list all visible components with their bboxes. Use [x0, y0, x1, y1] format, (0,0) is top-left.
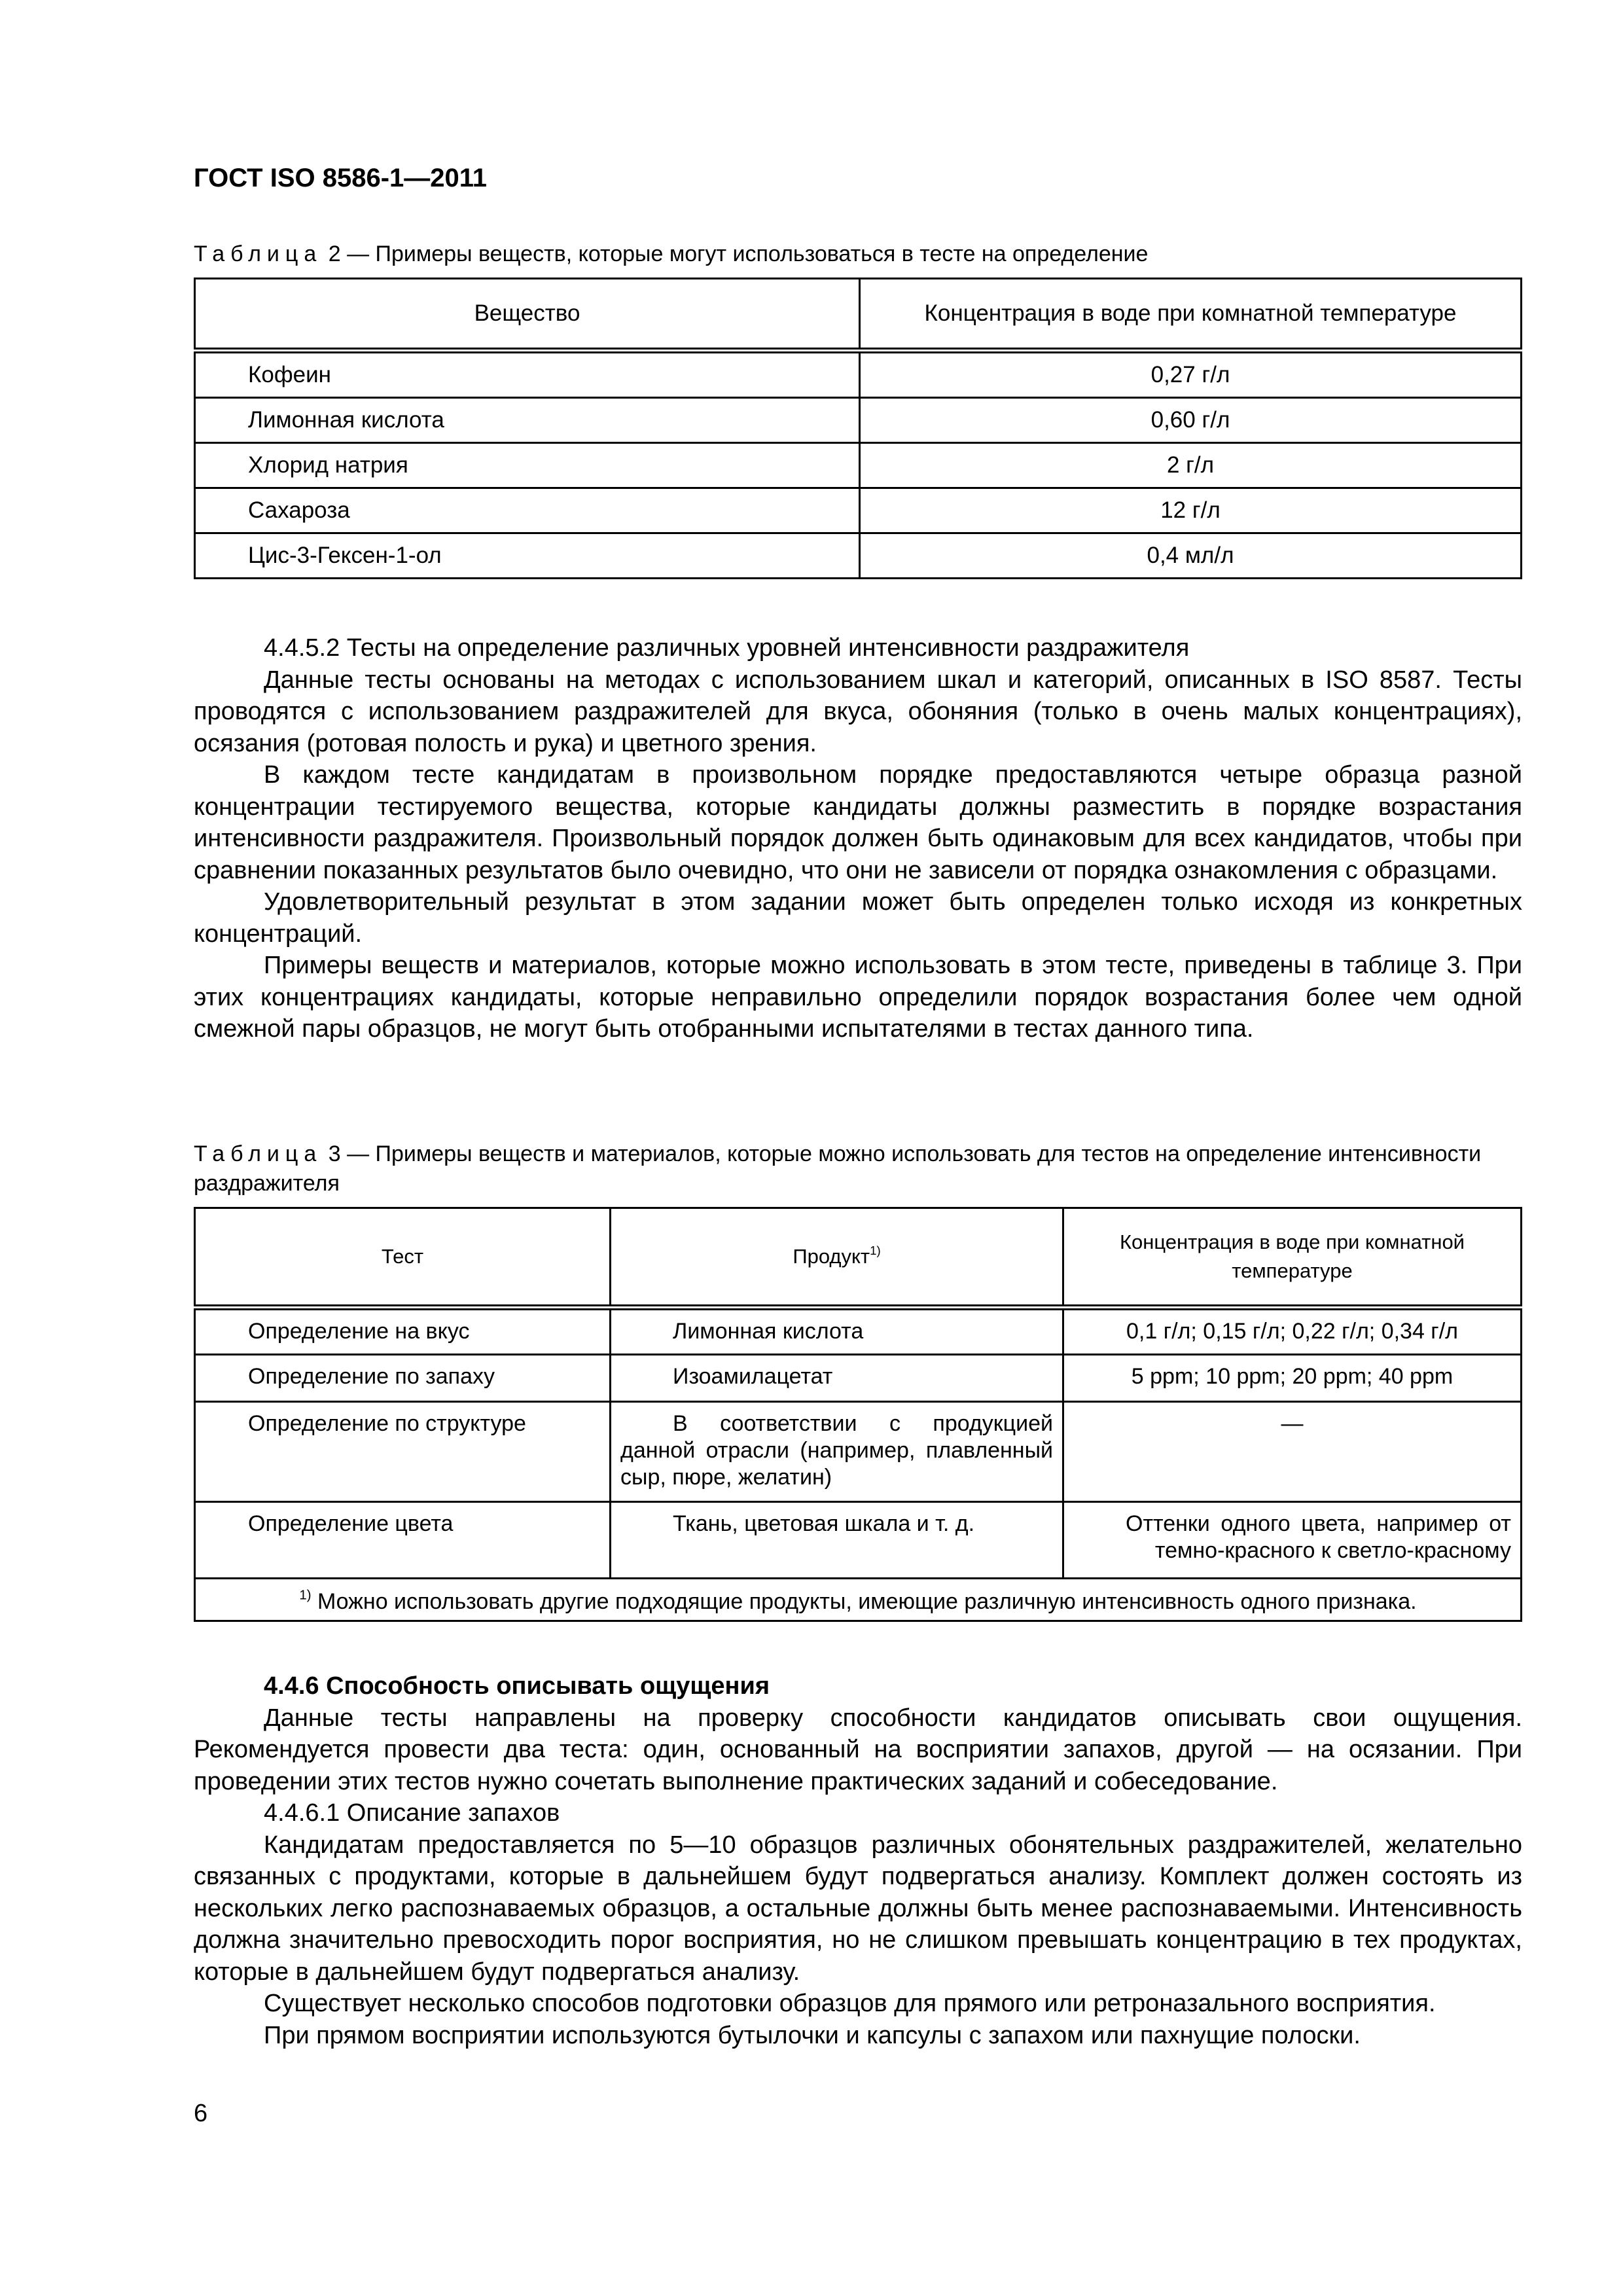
test-cell: Определение цвета [195, 1502, 611, 1579]
paragraph: В каждом тесте кандидатам в произвольном порядке предоставляются четыре образца разной концентрации тестируемого вещества, которые кандидаты должны разместить в порядке возрастания интенсивности раздражителя. Произвольный порядок должен быть одинаковым для всех кандидатов, чтобы при сравнении показанных результатов было очевидно, что они не зависели от порядка ознакомления с образцами. [194, 761, 1522, 884]
product-cell: Ткань, цветовая шкала и т. д. [611, 1502, 1063, 1579]
footnote-text: Можно использовать другие подходящие продукты, имеющие различную интенсивность одного признака. [317, 1589, 1417, 1614]
concentration-cell: 5 ppm; 10 ppm; 20 ppm; 40 ppm [1063, 1355, 1522, 1402]
paragraph: Удовлетворительный результат в этом задании может быть определен только исходя из конкретных концентраций. [194, 888, 1522, 948]
concentration-cell: Оттенки одного цвета, например от темно-красного к светло-красному [1063, 1502, 1522, 1579]
concentration-cell: 12 г/л [860, 488, 1522, 533]
table-footnote-row [195, 1579, 1522, 1621]
test-cell: Определение по запаху [195, 1355, 611, 1402]
table-row [195, 1355, 1522, 1402]
paragraph: Кандидатам предоставляется по 5—10 образцов различных обонятельных раздражителей, желательно связанных с продуктами, которые в дальнейшем будут подвергаться анализу. Комплект должен состоять из нескольких легко распознаваемых образцов, а остальные должны быть менее распознаваемыми. Интенсивность должна значительно превосходить порог восприятия, но не слишком превышать концентрацию в тех продуктах, которые в дальнейшем будут подвергаться анализу. [194, 1831, 1522, 1986]
substance-cell: Цис-3-Гексен-1-ол [195, 533, 860, 579]
product-cell: Лимонная кислота [611, 1308, 1063, 1355]
table-row [195, 398, 1522, 443]
subsection-heading: 4.4.6.1 Описание запахов [264, 1799, 560, 1827]
column-header-concentration: Концентрация в воде при комнатной температуре [860, 279, 1522, 351]
paragraph: Примеры веществ и материалов, которые можно использовать в этом тесте, приведены в таблице 3. При этих концентрациях кандидаты, которые неправильно определили порядок возрастания более чем одной смежной пары образцов, не могут быть отобранными испытателями в тестах данного типа. [194, 952, 1522, 1043]
table-header-row [195, 279, 1522, 351]
substance-cell: Кофеин [195, 351, 860, 398]
footnote-mark: 1) [299, 1588, 312, 1603]
section-heading: 4.4.5.2 Тесты на определение различных уровней интенсивности раздражителя [264, 634, 1190, 662]
paragraph: При прямом восприятии используются бутылочки и капсулы с запахом или пахнущие полоски. [264, 2021, 1361, 2049]
caption-text: 2 — Примеры веществ, которые могут использоваться в тесте на определение [322, 242, 1149, 266]
table-row [195, 533, 1522, 579]
concentration-cell: — [1063, 1402, 1522, 1502]
table3-caption [194, 1139, 1522, 1198]
caption-label: Таблица [194, 242, 323, 266]
table-row [195, 1402, 1522, 1502]
caption-text: 3 — Примеры веществ и материалов, которые можно использовать для тестов на определение интенсивности раздражителя [194, 1141, 1482, 1196]
table3 [194, 1207, 1522, 1622]
table-row [195, 1502, 1522, 1579]
substance-cell: Сахароза [195, 488, 860, 533]
table-header-row [195, 1208, 1522, 1308]
table2-caption [194, 240, 1522, 269]
test-cell: Определение по структуре [195, 1402, 611, 1502]
column-header-substance: Вещество [195, 279, 860, 351]
product-cell: Изоамилацетат [611, 1355, 1063, 1402]
product-cell: В соответствии с продукцией данной отрасли (например, плавленный сыр, пюре, желатин) [611, 1402, 1063, 1502]
concentration-cell: 0,60 г/л [860, 398, 1522, 443]
document-title: ГОСТ ISO 8586-1—2011 [194, 164, 488, 192]
paragraph: Данные тесты направлены на проверку способности кандидатов описывать свои ощущения. Рекомендуется провести два теста: один, основанный на восприятии запахов, другой — на осязании. При проведении этих тестов нужно сочетать выполнение практических заданий и собеседование. [194, 1704, 1522, 1795]
table-row [195, 1308, 1522, 1355]
table2 [194, 278, 1522, 579]
table-row [195, 443, 1522, 488]
page-number: 6 [194, 2100, 208, 2127]
section-4-4-5-2 [194, 632, 1522, 1045]
concentration-cell: 0,1 г/л; 0,15 г/л; 0,22 г/л; 0,34 г/л [1063, 1308, 1522, 1355]
test-cell: Определение на вкус [195, 1308, 611, 1355]
column-header-test: Тест [195, 1208, 611, 1308]
caption-label: Таблица [194, 1141, 323, 1166]
table-footnote [195, 1579, 1522, 1621]
table-row [195, 351, 1522, 398]
concentration-cell: 0,27 г/л [860, 351, 1522, 398]
column-header-concentration: Концентрация в воде при комнатной температуре [1063, 1208, 1522, 1308]
column-header-product [611, 1208, 1063, 1308]
paragraph: Существует несколько способов подготовки образцов для прямого или ретроназального восприятия. [264, 1990, 1436, 2017]
table-row [195, 488, 1522, 533]
section-heading: 4.4.6 Способность описывать ощущения [264, 1672, 770, 1700]
concentration-cell: 0,4 мл/л [860, 533, 1522, 579]
section-4-4-6 [194, 1670, 1522, 2051]
paragraph: Данные тесты основаны на методах с использованием шкал и категорий, описанных в ISO 8587. Тесты проводятся с использованием раздражителей для вкуса, обоняния (только в очень малых концентрациях), осязания (ротовая полость и рука) и цветного зрения. [194, 666, 1522, 757]
substance-cell: Хлорид натрия [195, 443, 860, 488]
product-header-label: Продукт [793, 1245, 870, 1268]
substance-cell: Лимонная кислота [195, 398, 860, 443]
concentration-cell: 2 г/л [860, 443, 1522, 488]
footnote-ref: 1) [870, 1243, 881, 1257]
